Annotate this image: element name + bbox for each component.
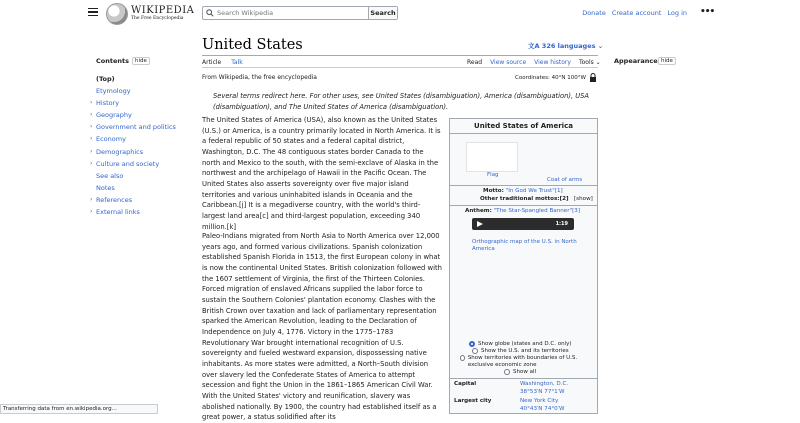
toc-item-notes[interactable]: Notes: [96, 183, 115, 192]
toc-item-economy[interactable]: › Economy: [90, 133, 176, 145]
show-mottos-button[interactable]: [show]: [574, 196, 593, 202]
toc-list: [90, 73, 176, 218]
tab-view-source[interactable]: View source: [490, 59, 527, 66]
main-menu-button[interactable]: [88, 8, 98, 16]
tagline: The Free Encyclopedia: [131, 16, 184, 21]
radio-button[interactable]: [472, 348, 478, 354]
radio-button[interactable]: [469, 341, 475, 347]
infobox-divider: [450, 185, 597, 186]
capital-label: Capital: [454, 381, 477, 387]
search-input[interactable]: [217, 7, 368, 19]
chevron-right-icon: ›: [90, 99, 93, 107]
infobox-title: United States of America: [450, 119, 597, 134]
log-in-link[interactable]: Log in: [667, 9, 687, 17]
radio-show-territories[interactable]: Show the U.S. and its territories: [472, 348, 569, 354]
status-bar: Transferring data from en.wikipedia.org...: [0, 404, 158, 414]
hatnote: Several terms redirect here. For other uses, see United States (disambiguation), America (disambiguation), USA (disambiguation), and The United States of America (disambiguation).: [213, 92, 589, 111]
title-divider: [202, 55, 598, 56]
toc-title: Contents: [96, 57, 129, 65]
toc-item-etymology[interactable]: Etymology: [96, 87, 131, 96]
toc-item-top[interactable]: (Top): [96, 75, 115, 83]
toc-item-external-links[interactable]: › External links: [90, 206, 176, 218]
chevron-right-icon: ›: [90, 147, 93, 155]
infobox-divider: [450, 378, 597, 379]
search-button[interactable]: Search: [368, 7, 397, 19]
chevron-down-icon: ⌄: [595, 59, 601, 66]
wikipedia-logo[interactable]: [106, 3, 128, 25]
radio-show-globe[interactable]: Show globe (states and D.C. only): [469, 341, 571, 347]
lock-icon[interactable]: [589, 73, 597, 82]
appearance-heading: Appearance: [614, 57, 658, 65]
donate-link[interactable]: Donate: [582, 9, 606, 17]
flag-caption[interactable]: Flag: [487, 172, 499, 178]
page-title: United States: [202, 37, 303, 53]
tools-menu[interactable]: Tools ⌄: [578, 59, 601, 66]
chevron-right-icon: ›: [90, 195, 93, 203]
more-options-icon[interactable]: •••: [700, 7, 715, 17]
audio-duration: 1:19: [555, 221, 568, 227]
coordinates[interactable]: Coordinates: 40°N 100°W: [515, 75, 586, 81]
anthem: Anthem: "The Star-Spangled Banner"[3]: [465, 208, 581, 214]
language-button[interactable]: 文A 326 languages ⌄: [528, 42, 604, 50]
create-account-link[interactable]: Create account: [611, 9, 662, 17]
flag-image[interactable]: [466, 142, 518, 172]
chevron-right-icon: ›: [90, 159, 93, 167]
radio-button[interactable]: [460, 355, 465, 361]
wordmark[interactable]: WIKIPEDIA: [131, 5, 195, 16]
play-icon[interactable]: [477, 221, 483, 227]
chevron-right-icon: ›: [90, 123, 93, 131]
site-sub: From Wikipedia, the free encyclopedia: [202, 74, 317, 81]
largest-city-value[interactable]: New York City 40°43′N 74°0′W: [520, 398, 565, 412]
map-caption[interactable]: Orthographic map of the U.S. in North America: [472, 239, 577, 252]
search-icon: [203, 7, 217, 19]
chevron-right-icon: ›: [90, 111, 93, 119]
infobox-divider: [450, 205, 597, 206]
chevron-right-icon: ›: [90, 208, 93, 216]
toc-item-geography[interactable]: › Geography: [90, 109, 176, 121]
translate-icon: 文A: [528, 42, 540, 50]
radio-button[interactable]: [504, 369, 510, 375]
tab-article[interactable]: Article: [202, 59, 222, 66]
chevron-right-icon: ›: [90, 135, 93, 143]
toc-item-demographics[interactable]: › Demographics: [90, 146, 176, 158]
lead-paragraph-1: The United States of America (USA), also known as the United States (U.S.) or America, is a country primarily located in North America. It is a federal republic of 50 states and a federal capital district, Washington, D.C. The 48 contiguous states border Canada to the north and Mexico to the south, with the semi-exclave of Alaska in the northwest and the archipelago of Hawaii in the Pacific Ocean. The United States also asserts sovereignty over five major island territories and various uninhabited islands in Oceania and the Caribbean.[j] It is a megadiverse country, with the world's third-largest land area[c] and third-largest population, exceeding 340 million.[k]: [202, 116, 441, 231]
lead-paragraph-2: Paleo-Indians migrated from North Asia to North America over 12,000 years ago, and formed various civilizations. Spanish colonization established Spanish Florida in 1513, the first European colony in what is now the continental United States. British colonization followed with the 1607 settlement of Virginia, the first of the Thirteen Colonies. Forced migration of enslaved Africans supplied the labor force to sustain the Southern Colonies' plantation economy. Clashes with the British Crown over taxation and lack of parliamentary representation sparked the American Revolution, leading to the Declaration of Independence on July 4, 1776. Victory in the 1775–1783 Revolutionary War brought international recognition of U.S. sovereignty and fueled westward expansion, dispossessing native inhabitants. As more states were admitted, a North–South division over slavery led the Confederate States of America to attempt secession and fight the Union in the 1861–1865 American Civil War. With the United States' victory and reunification, slavery was abolished nationally. By 1900, the country had established itself as a great power, a status solidified after its: [202, 232, 442, 422]
toc-item-culture[interactable]: › Culture and society: [90, 158, 176, 170]
audio-player[interactable]: [472, 218, 574, 230]
infobox: [449, 118, 598, 414]
toc-hide-button[interactable]: hide: [132, 57, 150, 65]
largest-city-label: Largest city: [454, 398, 492, 404]
tab-talk[interactable]: Talk: [231, 59, 243, 66]
radio-show-all[interactable]: Show all: [504, 369, 536, 375]
other-mottos: Other traditional mottos:[2]: [480, 196, 569, 202]
toc-item-government[interactable]: › Government and politics: [90, 121, 176, 133]
tabs-divider: [202, 67, 598, 68]
motto: Motto: "In God We Trust"[1]: [483, 188, 563, 194]
toc-heading: [96, 57, 129, 65]
coat-of-arms-caption[interactable]: Coat of arms: [547, 177, 583, 183]
personal-tools: [582, 9, 687, 17]
appearance-hide-button[interactable]: hide: [658, 57, 676, 65]
tab-view-history[interactable]: View history: [534, 59, 571, 66]
toc-item-references[interactable]: › References: [90, 194, 176, 206]
toc-item-history[interactable]: › History: [90, 97, 176, 109]
search-box: [202, 6, 398, 20]
toc-item-see-also[interactable]: See also: [96, 171, 124, 180]
tab-read[interactable]: Read: [467, 59, 483, 66]
capital-value[interactable]: Washington, D.C. 38°53′N 77°1′W: [520, 381, 569, 395]
radio-show-eez[interactable]: Show territories with boundaries of U.S. exclusive economic zone: [460, 355, 594, 369]
chevron-down-icon: ⌄: [597, 42, 604, 50]
